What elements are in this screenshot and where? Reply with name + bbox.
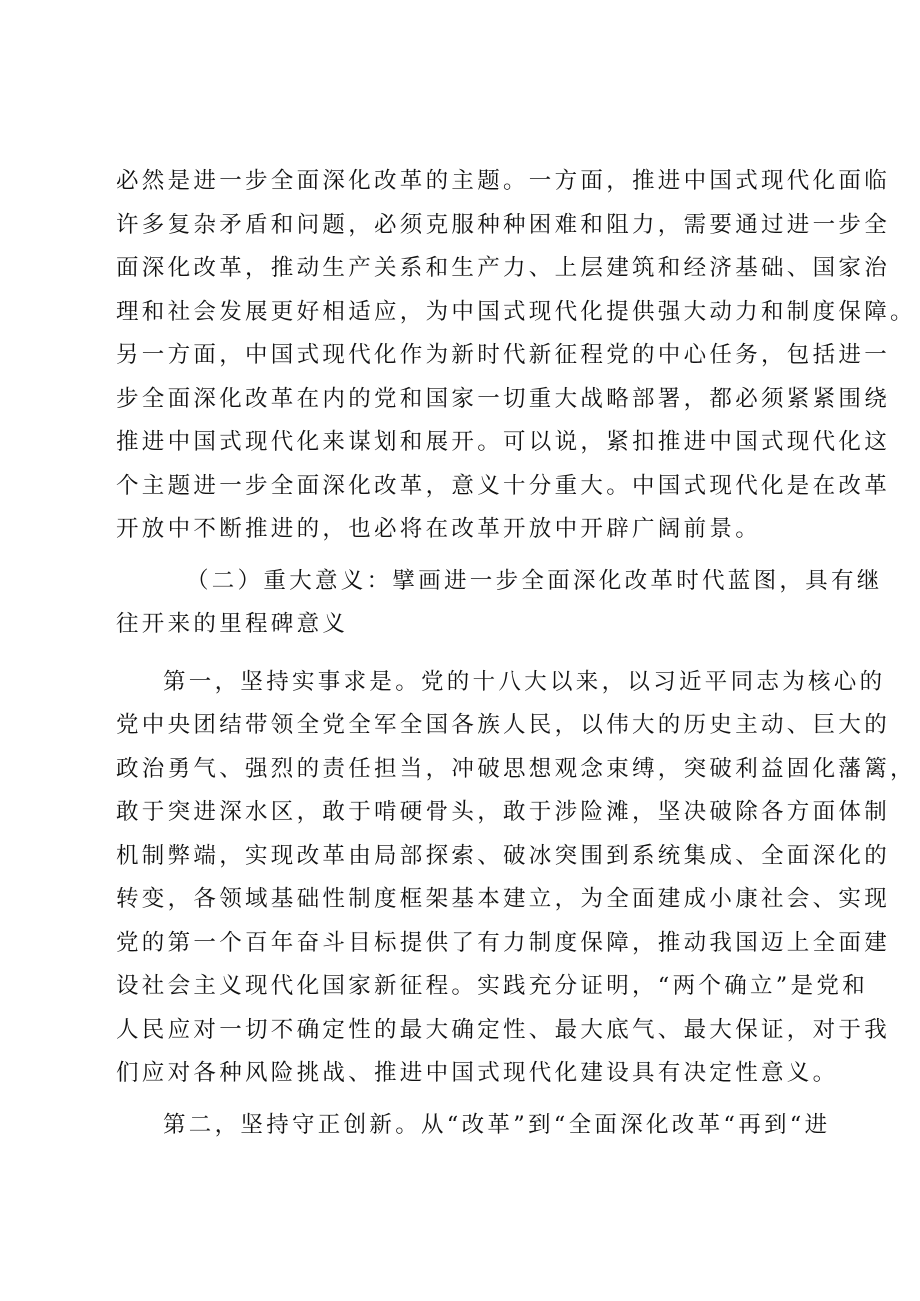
section-heading [116,560,883,647]
heading-line: 往开来的里程碑意义 [116,611,349,637]
text-line: 个主题进一步全面深化改革，意义十分重大。中国式现代化是在改革 [116,472,891,499]
text-line: 另一方面，中国式现代化作为新时代新征程党的中心任务，包括进一 [116,342,891,368]
text-line: 第一，坚持实事求是。党的十八大以来，以习近平同志为核心的 [163,668,886,695]
text-line: 必然是进一步全面深化改革的主题。一方面，推进中国式现代化面临 [116,168,891,194]
text-line: 人民应对一切不确定性的最大确定性、最大底气、最大保证，对于我 [116,1016,891,1043]
paragraph-intro [116,160,916,552]
heading-line: （二）重大意义：擘画进一步全面深化改革时代蓝图，具有继 [186,567,883,594]
spacer [116,647,818,661]
spacer [116,552,818,560]
text-line: 开放中不断推进的，也必将在改革开放中开辟广阔前景。 [116,516,762,542]
text-line: 许多复杂矛盾和问题，必须克服种种困难和阻力，需要通过进一步全 [116,211,891,238]
text-line: 党的第一个百年奋斗目标提供了有力制度保障，推动我国迈上全面建 [116,929,891,956]
text-line: 设社会主义现代化国家新征程。实践充分证明，“两个确立”是党和 [116,973,869,999]
text-line: 理和社会发展更好相适应，为中国式现代化提供强大动力和制度保障。 [116,298,916,325]
paragraph-first [116,661,916,1096]
text-line: 机制弊端，实现改革由局部探索、破冰突围到系统集成、全面深化的 [116,842,891,869]
text-line: 推进中国式现代化来谋划和展开。可以说，紧扣推进中国式现代化这 [116,429,891,455]
spacer [116,1096,818,1104]
document-body [116,160,916,1147]
text-line: 第二，坚持守正创新。从“改革”到“全面深化改革“再到“进 [163,1111,831,1138]
text-line: 转变，各领域基础性制度框架基本建立，为全面建成小康社会、实现 [116,886,891,912]
text-line: 们应对各种风险挑战、推进中国式现代化建设具有决定性意义。 [116,1060,839,1086]
text-line: 党中央团结带领全党全军全国各族人民，以伟大的历史主动、巨大的 [116,712,891,738]
text-line: 步全面深化改革在内的党和国家一切重大战略部署，都必须紧紧围绕 [116,385,891,412]
text-line: 政治勇气、强烈的责任担当，冲破思想观念束缚，突破利益固化藩篱， [116,755,916,782]
text-line: 面深化改革，推动生产关系和生产力、上层建筑和经济基础、国家治 [116,255,891,281]
text-line: 敢于突进深水区，敢于啃硬骨头，敢于涉险滩，坚决破除各方面体制 [116,799,891,825]
paragraph-second [116,1104,831,1148]
